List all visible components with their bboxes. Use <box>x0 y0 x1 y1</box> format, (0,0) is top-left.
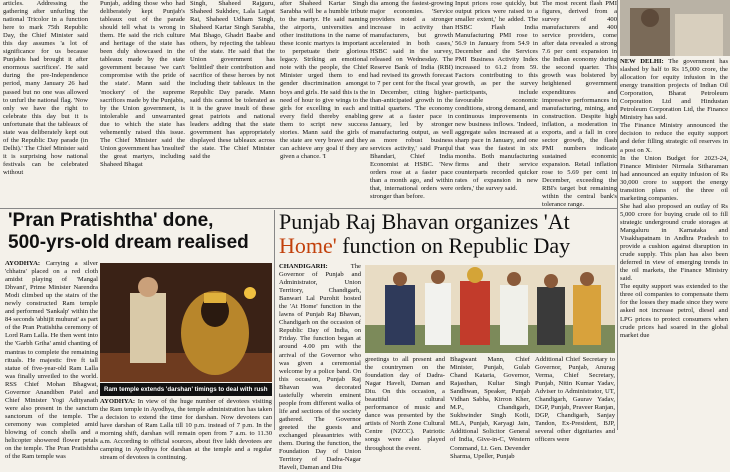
ram-sub-caption: Ram temple extends 'darshan' timings to deal with rush <box>104 386 268 393</box>
ram-sub-dateline: AYODHYA: <box>100 398 136 405</box>
punjab-col-2: greetings to all present and the countrymen on the foundation day of Dadra-Nagar Haveli, Daman and Diu. On this occasion, a beautiful cultural performance of music and dance was presented by the artists of North Zone Cultural Centre (NZCC). Patriotic songs were also played throughout the event. <box>365 356 445 452</box>
punjab-col-1 <box>279 263 361 472</box>
right-para-2: The Finance Ministry announced the decision to reduce the equity support and defer filling strategic oil reserves in a post on X. <box>620 122 728 154</box>
punjab-headline-pre: Punjab Raj Bhavan organizes 'At <box>279 209 570 234</box>
punjab-headline-highlight: Home' <box>279 233 337 258</box>
ram-story-body <box>5 260 98 461</box>
ram-headline-1: 'Pran Pratishtha' done, <box>8 210 214 231</box>
ram-headline-2: 500-yrs-old dream realised <box>8 232 249 253</box>
punjab-col-3: Bhagwant Mann, Chief Minister, Punjab, Gulab Chand Kataria, Governor, Rajasthan, Kultar Singh Sandhwan, Speaker, Punjab Vidhan Sabha, Kirron Kher, M.P., Chandigarh, Sukhwinder Singh Kotli, MLA, Punjab, Karyagi Jain, Additional Solicitor General of India, Give-in-C, Western Command, Lt. Gen. Devender Sharma, Upeller, Punjab <box>450 356 530 460</box>
punjab-headline <box>279 210 615 258</box>
right-dateline: NEW DELHI: <box>620 58 664 65</box>
punjab-dateline: CHANDIGARH: <box>279 263 328 270</box>
right-para-3: In the Union Budget for 2023-24, Finance Minister Nirmala Sitharaman had announced an equity infusion of Rs 30,000 crore to support the energy transition plans of the three oil marketing companies. <box>620 154 728 202</box>
right-para-5: The equity support was extended to the three oil companies to compensate them for the losses they made since they were asked not increase petrol, diesel and LPG prices to protect consumers when crude prices had soared in the global market due <box>620 283 728 339</box>
ram-dateline: AYODHYA: <box>5 260 41 267</box>
ram-lalla-photo <box>100 263 272 382</box>
top-article-col-1: articles. Addressing the gathering after unfurling the national Tricolor in a function here to mark 75th Republic Day, the Chief Minister said this day assumes 'a lot of significance for us because Punjabis had brought it after enormous sacrifices'. He said during the pre-Independence period, many January 26 had passed but no one was allowed to unfurl the national flag. 'Now only we have the right to celebrate this day but it is unfortunate that the tableaux of state was deliberately kept out of the Republic Day parade (in Delhi).' The Chief Minister said it is surprising how national festivals can be celebrated without <box>3 0 88 176</box>
punjab-col-1-text: The Governor of Punjab and Administrator, Union Territory, Chandigarh, Banwari Lal Purohit hosted the 'At Home' function in the lawns of Punjab Raj Bhavan, Chandigarh on the occasion of Republic Day of India, on Friday. The function began at around 4.00 pm with the arrival of the Governor who was given a ceremonial welcome by a police band. On this occasion, Punjab Raj Bhavan was decorated tastefully wherein eminent people from different walks of life and sections of the society gathered. The Governor greeted the guests and exchanged pleasantries with them. During the function, the Foundation Day of Union Territory of Dadra-Nagar Haveli, Daman and Diu <box>279 263 361 472</box>
ram-body-text: Carrying a silver 'chhatra' placed on a red cloth amidst playing of 'Mangal Dhvani', Prime Minister Narendra Modi climbed up the stairs of the newly constructed Ram temple and performed 'Sankalp' within the 84 seconds 'abhijit muhurat' as part of the Pran Pratishtha ceremony of Lord Ram Lalla. He then went into the 'Garbh Griha' amid chanting of mantras to complete the remaining rituals. He majestic five ft tall statue of five-year-old Ram Lalla was finally unveiled to the world. RSS Chief Mohan Bhagwat, Governor Anandiben Patel and Chief Minister Yogi Adityanath were also present in the sanctum sanctorum of the temple. The ceremony was completed amid blowing of conch shells and a helicopter showered flower petals on the temple. The Pran Pratishtha of the Ram temple was <box>5 260 98 461</box>
story-divider <box>274 210 275 430</box>
ram-sub-story <box>100 398 272 462</box>
ram-sub-body: In view of the huge number of devotees visiting the Ram temple in Ayodhya, the temple administration has taken a decision to extend the time for darshan. Now devotees can have darshan of Ram Lalla till 10 p.m. instead of 7 p.m. In the morning shift, darshan will remain open from 7 a.m. to 11.30 a.m. According to official sources, about five lakh devotees are camping in Ayodhya for darshan at the temple and a regular stream of devotees is continuing. <box>100 398 272 462</box>
punjab-col-4: Additional Chief Secretary to Governor, Punjab, Anurag Verma, Chief Secretary, Punjab, Nitin Kumar Yadav, Adviser to Administrator, UT, Chandigarh, Gaurav Yadav, DGP, Punjab, Praveer Ranjan, DGP, Chandigarh, Sanjay Tandon, Ex-President, BJP, several other dignitaries and officers were <box>535 356 615 444</box>
raj-bhavan-photo <box>365 265 615 353</box>
punjab-headline-post: function on Republic Day <box>342 233 571 258</box>
top-article-col-7: The most recent flash PMI figures, derived from a survey of 400 manufacturers and 400 service providers, come after data revealed a strong 7.6 per cent expansion in the Indian economy during the second quarter. This growth was bolstered by heightened government expenditures and impressive performances in manufacturing, mining, and construction. Despite high inflation, a moderation in exports, and a fall in core sector growth, the flash PMI numbers indicate sustained economic expansion. Retail inflation rose to 5.69 per cent in December, exceeding the RBI's target but remaining within the central bank's tolerance range. <box>542 0 617 209</box>
right-column-article <box>620 58 728 430</box>
right-column-photo <box>620 0 730 56</box>
top-article-col-4: after Shaheed Kartar Singh Sarabha will be a humble tribute to the martyr. He said naming the airports, universities and other institutions in the name of these iconic martyrs is important to perpetuate their glorious legacy. Striking an emotional note with the people, the Chief Minister urged them to end gender discrimination amongst boys and girls. He said this is the need of hour to give wings to the girls for excelling in each and every field thereby enabling them to script new success stories. Mann said the girls of the state are very brave and they can achieve any goal if they are given a chance. 'I <box>280 0 368 160</box>
top-article-col-6: Input prices rose quickly, but output prices were raised to a smaller extent,' he added. The HSBC Flash India Manufacturing PMI rose to 56.9 in January from 54.9 in December and the Services PMI Business Activity Index increased to 61.2 from 59. Factors contributing to this growth, as per the survey participants, include favourable economic conditions, strong demand, and continuous improvements in new business inflows. 'Indeed, aggregate sales increased at a sharp pace in January, and one that was the fastest in six months. Both manufacturing firms and their service counterparts recorded quicker rates of expansion in new orders,' the survey said. <box>455 0 538 193</box>
right-para-4: She had also proposed an outlay of Rs 5,000 crore for buying crude oil to fill strategic underground crude storages at Mangaluru in Karnataka and Visakhapatnam in Andhra Pradesh to provide a cushion against disruption in crude supply. This plan has also been deferred in view of emerging trends in the oil markets, the Finance Ministry said. <box>620 202 728 283</box>
top-article-col-3: Singh, Shaheed Rajguru, Shaheed Sukhdev, Lala Lajpat Rai, Shaheed Udham Singh, Shaheed Kartar Singh Sarabha, Mai Bhago, Ghadri Baabe and others, by rejecting the tableau of the state. He said that the Union government has 'belittled' their contribution and sacrifice of these heroes by not including their tableaux in the Republic Day parade. Mann said this cannot be tolerated as it is the grave insult of these great patriots and national leaders adding that the state government has appropriately displayed these tableaux across the state. The Chief Minister said the <box>190 0 275 160</box>
column-divider <box>617 0 618 430</box>
top-article-col-5: dia among the fastest-growing major economies. 'Service providers noted a stronger increase in activity than manufacturers, but growth accelerated in both cases,' HSBC said in the survey, released on Wednesday. The Reserve Bank of India (RBI) had revised its growth forecast to 7 per cent for the fiscal year in December, citing higher-than-anticipated growth in the initial quarters. 'The economy grew at a faster pace in January, led by stronger manufacturing output, as well as more robust business services activity,' said Pranjul Bhandari, Chief India Economist at HSBC. 'New orders rose at a faster pace than a month ago, and within that, international orders were stronger than before. <box>370 0 453 201</box>
right-para-1: The government has slashed by half to Rs 15,000 crore, the allocation for equity infusion in the energy transition projects of Indian Oil Corporation, Bharat Petroleum Corporation Ltd and Hindustan Petroleum Corporation Ltd, the Finance Ministry has said. <box>620 58 729 122</box>
top-article-col-2: Punjab, adding those who had deliberately kept Punjab's tableaux out of the parade should tell what is wrong in them. He said the rich culture and heritage of the state has been duly showcased in the tableaux made by the state government because 'we can't compromise with the pride of the state'. Mann said the 'mockery' of the supreme sacrifices made by the Punjabis, by the Union government, is intolerable and unwarranted due to which the state has vehemently raised this issue. The Chief Minister said the Union government has 'insulted' the great martyrs, including Shaheed Bhagat <box>100 0 185 168</box>
